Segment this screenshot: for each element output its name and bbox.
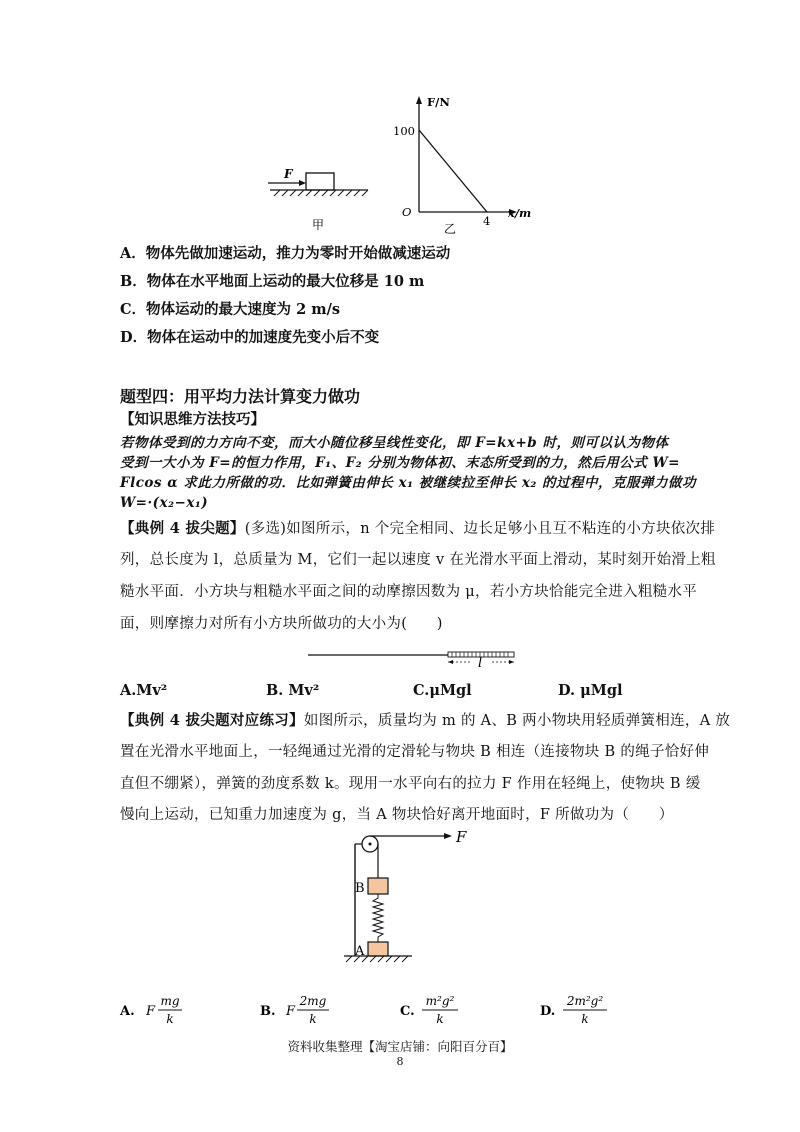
figure-spring-pulley [330,830,480,970]
option-d-letter: D. [540,1004,556,1019]
option-d-numerator: 2m²g² [566,994,604,1008]
practice-text-1: 如图所示，质量均为 m 的 A、B 两小物块用轻质弹簧相连，A 放 [303,713,731,729]
practice-line-1 [120,706,730,736]
caption-right: 乙 [444,222,457,236]
practice-option-c [400,994,458,1026]
option-c-numerator: m²g² [425,994,455,1008]
practice-line-2: 置在光滑水平地面上，一轻绳通过光滑的定滑轮与物块 B 相连（连接物块 B 的绳子恰好伸 [120,744,710,760]
example4-option-c: C.μMgl [413,682,472,699]
figure-force-displacement-graph [392,92,542,242]
length-label: l [478,656,483,671]
option-b-numerator: 2mg [299,994,327,1008]
x-axis-label: x/m [508,206,532,220]
example4-line-4: 面，则摩擦力对所有小方块所做功的大小为( ) [120,616,443,632]
practice-label: 【典例 4 拔尖题对应练习】 [120,712,304,729]
practice-line-4: 慢向上运动，已知重力加速度为 g，当 A 物块恰好离开地面时，F 所做功为（ ） [120,807,674,823]
force-label: F [284,167,293,181]
tips-line-4: W=·(x₂−x₁) [120,495,209,511]
section-title: 题型四：用平均力法计算变力做功 [120,387,361,406]
option-a-prefix: F [146,1004,156,1019]
y-axis-label: F/N [427,95,450,109]
block-a-label: A [355,944,365,959]
practice-option-a [119,994,182,1026]
tips-line-2: 受到一大小为 F=的恒力作用，F₁、F₂ 分别为物体初、末态所受到的力，然后用公式 W= [120,455,680,471]
option-b-denominator: k [309,1012,317,1026]
caption-left: 甲 [312,218,325,232]
example4-option-a: A.Mv² [120,682,168,699]
option-d-denominator: k [581,1012,589,1026]
origin-label: O [402,205,412,219]
y-tick-label: 100 [393,124,415,138]
example4-option-b: B. Mv² [266,682,320,699]
option-b-letter: B. [260,1004,276,1019]
page-number: 8 [396,1055,404,1068]
tips-label: 【知识思维方法技巧】 [120,411,265,428]
option-b-prefix: F [286,1004,296,1019]
option-c-letter: C. [400,1004,415,1019]
footer-source: 资料收集整理【淘宝店铺：向阳百分百】 [287,1039,513,1054]
practice-option-d [540,994,607,1026]
practice-line-3: 直但不绷紧），弹簧的劲度系数 k。现用一水平向右的拉力 F 作用在轻绳上，使物块 B 缓 [120,776,701,792]
example4-line-1 [120,514,715,544]
practice-option-b [260,994,329,1026]
pull-force-label: F [456,830,467,846]
q1-option-c: C．物体运动的最大速度为 2 m/s [120,301,341,318]
example4-label: 【典例 4 拔尖题】 [120,520,245,537]
figure-block-on-ground [262,160,372,240]
figure-rough-surface [308,648,520,672]
option-a-denominator: k [166,1012,174,1026]
example4-line-3: 糙水平面．小方块与粗糙水平面之间的动摩擦因数为 μ，若小方块恰能完全进入粗糙水平 [120,584,698,600]
tips-line-3: Flcos α 求此力所做的功．比如弹簧由伸长 x₁ 被继续拉至伸长 x₂ 的过程中，克服弹力做功 [120,475,697,491]
option-a-numerator: mg [160,994,180,1008]
practice-options [115,985,635,1035]
tips-line-1: 若物体受到的力方向不变，而大小随位移呈线性变化，即 F=kx+b 时，则可以认为物体 [120,435,669,451]
example4-option-d: D. μMgl [558,682,623,699]
q1-option-b: B．物体在水平地面上运动的最大位移是 10 m [120,273,425,290]
x-tick-label: 4 [483,214,491,228]
option-c-denominator: k [436,1012,444,1026]
block-b-label: B [355,881,365,896]
q1-option-d: D．物体在运动中的加速度先变小后不变 [120,329,380,346]
example4-line-2: 列，总长度为 l，总质量为 M，它们一起以速度 v 在光滑水平面上滑动，某时刻开始滑上粗 [120,552,716,568]
q1-option-a: A．物体先做加速运动，推力为零时开始做减速运动 [120,245,451,262]
option-a-letter: A. [120,1004,135,1019]
example4-text-1: (多选)如图所示，n 个完全相同、边长足够小且互不粘连的小方块依次排 [244,521,716,537]
